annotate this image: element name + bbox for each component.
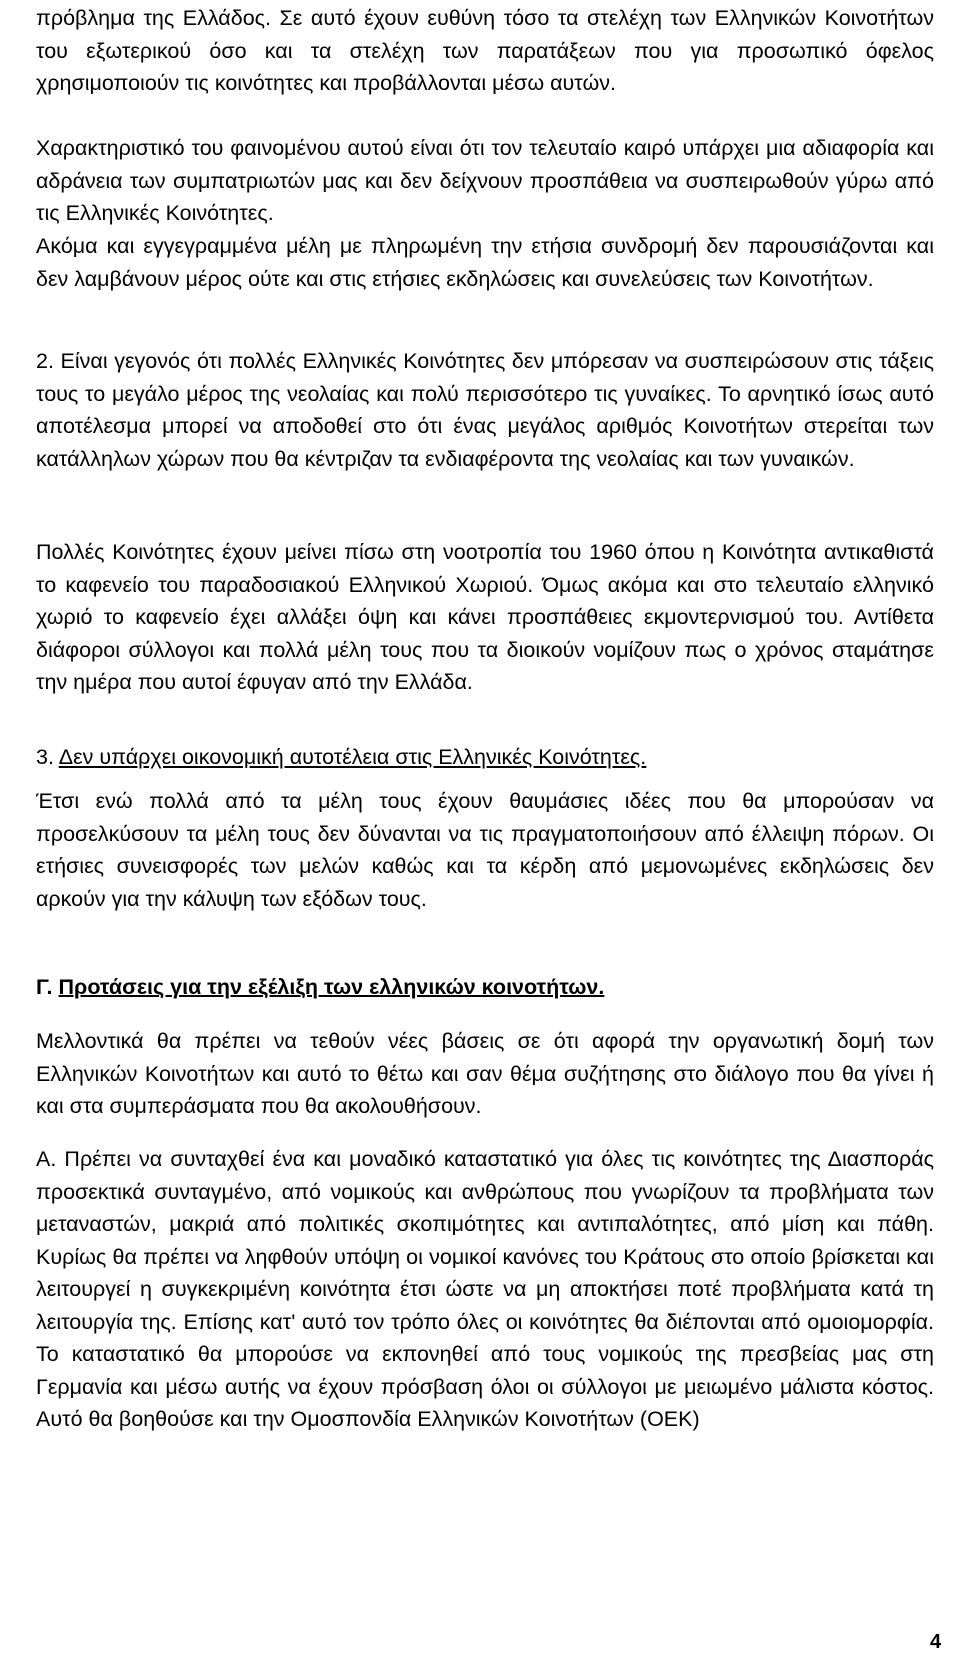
numbered-heading <box>36 741 934 774</box>
paragraph: Α. Πρέπει να συνταχθεί ένα και μοναδικό καταστατικό για όλες τις κοινότητες της Διασποράς προσεκτικά συνταγμένο, από νομικούς και ανθρώπους που γνωρίζουν τα προβλήματα των μεταναστών, μακριά από πολιτικές σκοπιμότητες και αντιπαλότητες, από μίση και πάθη. Κυρίως θα πρέπει να ληφθούν υπόψη οι νομικοί κανόνες του Κράτους στο οποίο βρίσκεται και λειτουργεί η συγκεκριμένη κοινότητα έτσι ώστε να μη αποκτήσει ποτέ προβλήματα κατά τη λειτουργία της. Επίσης κατ' αυτό τον τρόπο όλες οι κοινότητες θα διέπονται από ομοιομορφία. Το καταστατικό θα μπορούσε να εκπονηθεί από τους νομικούς της πρεσβείας μας στη Γερμανία και μέσω αυτής να έχουν πρόσβαση όλοι οι σύλλογοι με μειωμένο μάλιστα κόστος. Αυτό θα βοηθούσε και την Ομοσπονδία Ελληνικών Κοινοτήτων (ΟΕΚ) <box>36 1147 934 1431</box>
section-heading <box>36 971 934 1004</box>
paragraph: Πολλές Κοινότητες έχουν μείνει πίσω στη νοοτροπία του 1960 όπου η Κοινότητα αντικαθιστά το καφενείο του παραδοσιακού Ελληνικού Χωριού. Όμως ακόμα και στο τελευταίο ελληνικό χωριό το καφενείο έχει αλλάξει όψη και κάνει προσπάθειες εκμοντερνισμού του. Αντίθετα διάφοροι σύλλογοι και πολλά μέλη τους που τα διοικούν νομίζουν πως ο χρόνος σταμάτησε την ημέρα που αυτοί έφυγαν από την Ελλάδα. <box>36 540 934 694</box>
item-text: Δεν υπάρχει οικονομική αυτοτέλεια στις Ελληνικές Κοινότητες. <box>58 745 647 769</box>
paragraph: Ακόμα και εγγεγραμμένα μέλη με πληρωμένη την ετήσια συνδρομή δεν παρουσιάζονται και δεν λαμβάνουν μέρος ούτε και στις ετήσιες εκδηλώσεις και συνελεύσεις των Κοινοτήτων. <box>36 234 934 291</box>
paragraph: πρόβλημα της Ελλάδος. Σε αυτό έχουν ευθύνη τόσο τα στελέχη των Ελληνικών Κοινοτήτων του εξωτερικού όσο και τα στελέχη των παρατάξεων που για προσωπικό όφελος χρησιμοποιούν τις κοινότητες και προβάλλονται μέσω αυτών. <box>36 6 934 95</box>
numbered-paragraph <box>36 345 934 475</box>
item-number: 2. <box>36 349 54 373</box>
section-letter: Γ. <box>36 975 53 999</box>
paragraph: Μελλοντικά θα πρέπει να τεθούν νέες βάσεις σε ότι αφορά την οργανωτική δομή των Ελληνικών Κοινοτήτων και αυτό το θέτω και σαν θέμα συζήτησης στο διάλογο που θα γίνει ή και στα συμπεράσματα που θα ακολουθήσουν. <box>36 1029 934 1118</box>
page-number: 4 <box>930 1631 942 1653</box>
section-title: Προτάσεις για την εξέλιξη των ελληνικών κοινοτήτων. <box>58 975 605 999</box>
item-number: 3. <box>36 745 54 769</box>
item-text: Είναι γεγονός ότι πολλές Ελληνικές Κοινότητες δεν μπόρεσαν να συσπειρώσουν στις τάξεις τους το μεγάλο μέρος της νεολαίας και πολύ περισσότερο τις γυναίκες. Το αρνητικό ίσως αυτό αποτέλεσμα μπορεί να αποδοθεί στο ότι ένας μεγάλος αριθμός Κοινοτήτων στερείται των κατάλληλων χώρων που θα κέντριζαν τα ενδιαφέροντα της νεολαίας και των γυναικών. <box>36 349 934 471</box>
paragraph: Έτσι ενώ πολλά από τα μέλη τους έχουν θαυμάσιες ιδέες που θα μπορούσαν να προσελκύσουν τα μέλη τους δεν δύνανται να τις πραγματοποιήσουν από έλλειψη πόρων. Οι ετήσιες συνεισφορές των μελών καθώς και τα κέρδη από μεμονωμένες εκδηλώσεις δεν αρκούν για την κάλυψη των εξόδων τους. <box>36 789 934 911</box>
paragraph: Χαρακτηριστικό του φαινομένου αυτού είναι ότι τον τελευταίο καιρό υπάρχει μια αδιαφορία και αδράνεια των συμπατριωτών μας και δεν δείχνουν προσπάθεια να συσπειρωθούν γύρω από τις Ελληνικές Κοινότητες. <box>36 136 934 225</box>
